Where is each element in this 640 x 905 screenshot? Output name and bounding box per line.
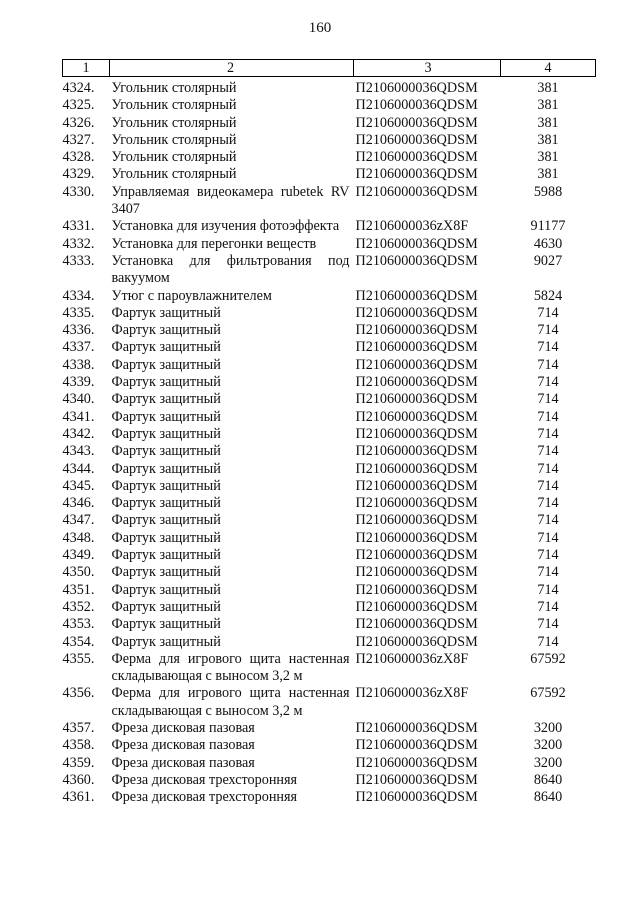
- item-name: Фартук защитный: [111, 322, 221, 339]
- row-number: 4324.: [62, 80, 95, 96]
- item-name: Угольник столярный: [111, 97, 237, 114]
- item-name: Угольник столярный: [111, 166, 237, 183]
- row-number: 4340.: [62, 391, 95, 408]
- item-code: П2106000036QDSM: [355, 131, 478, 148]
- item-code: П2106000036QDSM: [355, 374, 478, 391]
- item-name: Установка для перегонки веществ: [111, 235, 317, 252]
- item-name: Фартук защитный: [111, 616, 221, 633]
- table-row: [63, 97, 596, 114]
- row-number: 4326.: [62, 114, 95, 131]
- item-name: Угольник столярный: [111, 149, 237, 166]
- item-code: П2106000036QDSM: [355, 495, 478, 512]
- item-value: 714: [537, 633, 559, 650]
- item-value: 8640: [533, 789, 563, 806]
- item-name: Управляемая видеокамера rubetek RV 3407: [111, 183, 350, 218]
- item-value: 714: [537, 616, 559, 633]
- item-value: 5988: [533, 183, 563, 200]
- table-body: [63, 77, 596, 807]
- inventory-table: [62, 59, 596, 806]
- table-row: [63, 651, 596, 686]
- item-code: П2106000036QDSM: [355, 80, 478, 96]
- row-number: 4343.: [62, 443, 95, 460]
- row-number: 4329.: [62, 166, 95, 183]
- row-number: 4347.: [62, 512, 95, 529]
- item-code: П2106000036QDSM: [355, 529, 478, 546]
- item-code: П2106000036QDSM: [355, 114, 478, 131]
- header-col-3: 3: [354, 60, 501, 77]
- row-number: 4342.: [62, 425, 95, 442]
- item-code: П2106000036QDSM: [355, 166, 478, 183]
- item-value: 714: [537, 374, 559, 391]
- table-header: [63, 60, 596, 77]
- item-code: П2106000036QDSM: [355, 512, 478, 529]
- item-value: 67592: [530, 685, 566, 702]
- row-number: 4339.: [62, 374, 95, 391]
- table-row: [63, 132, 596, 149]
- item-value: 714: [537, 391, 559, 408]
- table-row: [63, 184, 596, 219]
- item-code: П2106000036QDSM: [355, 719, 478, 736]
- table-row: [63, 582, 596, 599]
- item-name: Утюг с пароувлажнителем: [111, 287, 272, 304]
- item-name: Фартук защитный: [111, 339, 221, 356]
- item-code: П2106000036QDSM: [355, 581, 478, 598]
- item-value: 714: [537, 460, 559, 477]
- item-code: П2106000036QDSM: [355, 443, 478, 460]
- item-code: П2106000036QDSM: [355, 391, 478, 408]
- table-row: [63, 236, 596, 253]
- item-value: 3200: [533, 719, 563, 736]
- item-name: Фартук защитный: [111, 598, 221, 615]
- row-number: 4356.: [62, 685, 95, 702]
- row-number: 4344.: [62, 460, 95, 477]
- row-number: 4348.: [62, 529, 95, 546]
- table-row: [63, 478, 596, 495]
- item-value: 714: [537, 443, 559, 460]
- item-value: 3200: [533, 737, 563, 754]
- item-value: 381: [537, 80, 559, 96]
- page-number: 160: [308, 20, 332, 36]
- header-row: [63, 60, 596, 77]
- table-row: [63, 426, 596, 443]
- header-col-4: 4: [501, 60, 596, 77]
- item-value: 91177: [530, 218, 566, 235]
- table-row: [63, 409, 596, 426]
- item-value: 714: [537, 529, 559, 546]
- item-value: 714: [537, 564, 559, 581]
- table-row: [63, 564, 596, 581]
- row-number: 4358.: [62, 737, 95, 754]
- item-name: Фартук защитный: [111, 356, 221, 373]
- item-value: 714: [537, 356, 559, 373]
- item-name: Установка для изучения фотоэффекта: [111, 218, 340, 235]
- row-number: 4360.: [62, 771, 95, 788]
- table-row: [63, 149, 596, 166]
- row-number: 4332.: [62, 235, 95, 252]
- item-name: Угольник столярный: [111, 80, 237, 96]
- item-name: Угольник столярный: [111, 131, 237, 148]
- item-value: 714: [537, 425, 559, 442]
- item-code: П2106000036QDSM: [355, 322, 478, 339]
- header-col-1: 1: [63, 60, 110, 77]
- row-number: 4352.: [62, 598, 95, 615]
- item-value: 714: [537, 408, 559, 425]
- item-value: 381: [537, 131, 559, 148]
- row-number: 4341.: [62, 408, 95, 425]
- item-value: 714: [537, 598, 559, 615]
- row-number: 4350.: [62, 564, 95, 581]
- item-code: П2106000036QDSM: [355, 425, 478, 442]
- item-code: П2106000036QDSM: [355, 149, 478, 166]
- item-name: Фартук защитный: [111, 443, 221, 460]
- row-number: 4338.: [62, 356, 95, 373]
- item-code: П2106000036QDSM: [355, 633, 478, 650]
- table-row: [63, 599, 596, 616]
- item-code: П2106000036QDSM: [355, 789, 478, 806]
- table-row: [63, 443, 596, 460]
- table-row: [63, 495, 596, 512]
- table-row: [63, 218, 596, 235]
- item-name: Ферма для игрового щита настенная складывающая с выносом 3,2 м: [111, 650, 350, 685]
- item-value: 4630: [533, 235, 563, 252]
- item-name: Фартук защитный: [111, 425, 221, 442]
- item-value: 8640: [533, 771, 563, 788]
- item-name: Угольник столярный: [111, 114, 237, 131]
- item-value: 381: [537, 97, 559, 114]
- item-name: Фреза дисковая трехсторонняя: [111, 771, 298, 788]
- item-value: 9027: [533, 252, 563, 269]
- item-name: Ферма для игрового щита настенная складывающая с выносом 3,2 м: [111, 685, 350, 719]
- item-value: 714: [537, 304, 559, 321]
- item-code: П2106000036QDSM: [355, 339, 478, 356]
- table-row: [63, 512, 596, 529]
- item-name: Фартук защитный: [111, 529, 221, 546]
- item-value: 714: [537, 512, 559, 529]
- item-name: Фартук защитный: [111, 633, 221, 650]
- table-row: [63, 288, 596, 305]
- row-number: 4330.: [62, 183, 95, 200]
- table-row: [63, 166, 596, 183]
- item-code: П2106000036QDSM: [355, 547, 478, 564]
- table-row: [63, 547, 596, 564]
- item-name: Фартук защитный: [111, 477, 221, 494]
- row-number: 4335.: [62, 304, 95, 321]
- row-number: 4337.: [62, 339, 95, 356]
- table-row: [63, 616, 596, 633]
- table-row: [63, 772, 596, 789]
- table-row: [63, 374, 596, 391]
- item-code: П2106000036QDSM: [355, 737, 478, 754]
- row-number: 4351.: [62, 581, 95, 598]
- row-number: 4331.: [62, 218, 95, 235]
- item-code: П2106000036QDSM: [355, 771, 478, 788]
- item-name: Фреза дисковая пазовая: [111, 754, 255, 771]
- table-row: [63, 720, 596, 737]
- item-value: 3200: [533, 754, 563, 771]
- item-name: Фартук защитный: [111, 391, 221, 408]
- item-value: 381: [537, 114, 559, 131]
- table-row: [63, 789, 596, 806]
- row-number: 4334.: [62, 287, 95, 304]
- row-number: 4325.: [62, 97, 95, 114]
- row-number: 4357.: [62, 719, 95, 736]
- item-code: П2106000036QDSM: [355, 304, 478, 321]
- row-number: 4359.: [62, 754, 95, 771]
- item-value: 714: [537, 581, 559, 598]
- header-col-2: 2: [110, 60, 354, 77]
- row-number: 4349.: [62, 547, 95, 564]
- item-code: П2106000036QDSM: [355, 252, 478, 269]
- item-code: П2106000036zX8F: [355, 650, 469, 667]
- row-number: 4345.: [62, 477, 95, 494]
- item-code: П2106000036QDSM: [355, 287, 478, 304]
- table-row: [63, 530, 596, 547]
- item-name: Фреза дисковая пазовая: [111, 719, 255, 736]
- row-number: 4355.: [62, 650, 95, 667]
- row-number: 4336.: [62, 322, 95, 339]
- row-number: 4354.: [62, 633, 95, 650]
- item-code: П2106000036QDSM: [355, 477, 478, 494]
- table-row: [63, 339, 596, 356]
- item-name: Фартук защитный: [111, 408, 221, 425]
- item-name: Фреза дисковая трехсторонняя: [111, 789, 298, 806]
- table-row: [63, 685, 596, 720]
- table-row: [63, 634, 596, 651]
- item-code: П2106000036QDSM: [355, 408, 478, 425]
- item-code: П2106000036QDSM: [355, 460, 478, 477]
- item-code: П2106000036QDSM: [355, 235, 478, 252]
- item-value: 714: [537, 322, 559, 339]
- item-name: Фартук защитный: [111, 581, 221, 598]
- item-code: П2106000036QDSM: [355, 616, 478, 633]
- row-number: 4327.: [62, 131, 95, 148]
- table-row: [63, 115, 596, 132]
- item-name: Фартук защитный: [111, 512, 221, 529]
- table-row: [63, 737, 596, 754]
- row-number: 4361.: [62, 789, 95, 806]
- row-number: 4328.: [62, 149, 95, 166]
- table-row: [63, 253, 596, 288]
- table-row: [63, 305, 596, 322]
- item-code: П2106000036QDSM: [355, 183, 478, 200]
- item-name: Фартук защитный: [111, 495, 221, 512]
- item-code: П2106000036QDSM: [355, 97, 478, 114]
- row-number: 4353.: [62, 616, 95, 633]
- item-value: 714: [537, 495, 559, 512]
- item-code: П2106000036QDSM: [355, 564, 478, 581]
- item-name: Фартук защитный: [111, 547, 221, 564]
- item-code: П2106000036QDSM: [355, 598, 478, 615]
- item-value: 714: [537, 547, 559, 564]
- table-row: [63, 755, 596, 772]
- item-value: 67592: [530, 650, 566, 667]
- table-row: [63, 322, 596, 339]
- item-value: 714: [537, 339, 559, 356]
- row-number: 4346.: [62, 495, 95, 512]
- item-code: П2106000036zX8F: [355, 685, 469, 702]
- item-value: 714: [537, 477, 559, 494]
- item-name: Фартук защитный: [111, 304, 221, 321]
- item-value: 381: [537, 149, 559, 166]
- table-row: [63, 77, 596, 98]
- item-name: Фартук защитный: [111, 564, 221, 581]
- item-code: П2106000036QDSM: [355, 356, 478, 373]
- item-name: Фартук защитный: [111, 374, 221, 391]
- item-value: 381: [537, 166, 559, 183]
- item-name: Фартук защитный: [111, 460, 221, 477]
- item-code: П2106000036QDSM: [355, 754, 478, 771]
- item-value: 5824: [533, 287, 563, 304]
- item-name: Установка для фильтрования под вакуумом: [111, 252, 350, 287]
- item-code: П2106000036zX8F: [355, 218, 469, 235]
- table-row: [63, 461, 596, 478]
- item-name: Фреза дисковая пазовая: [111, 737, 255, 754]
- table-row: [63, 357, 596, 374]
- table-row: [63, 391, 596, 408]
- row-number: 4333.: [62, 252, 95, 269]
